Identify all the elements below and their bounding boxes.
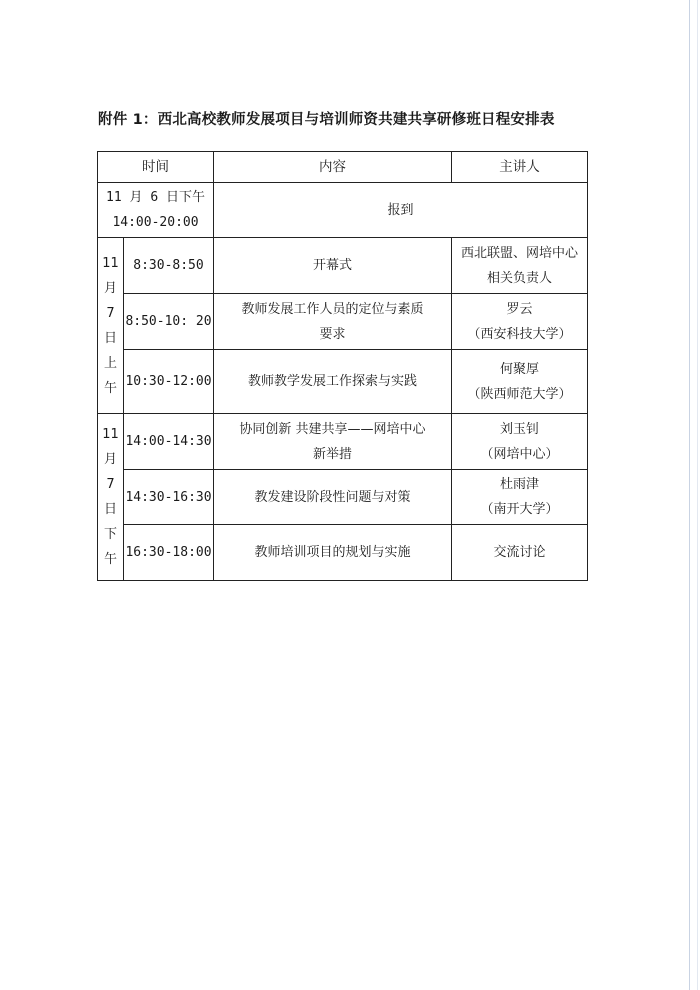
group-label-morning bbox=[98, 238, 124, 414]
group-label-part: 11 bbox=[102, 255, 119, 271]
time-cell: 16:30-18:00 bbox=[124, 525, 214, 581]
group-label-part: 7 bbox=[106, 305, 115, 321]
speaker-cell bbox=[452, 470, 588, 525]
speaker-name: 刘玉钊 bbox=[499, 421, 539, 437]
registration-time-cell bbox=[98, 183, 214, 238]
page-edge-line bbox=[689, 0, 690, 990]
table-row bbox=[98, 414, 588, 470]
speaker-affiliation: 相关负责人 bbox=[486, 270, 552, 286]
group-label-part: 午 bbox=[103, 380, 117, 396]
speaker-affiliation: （南开大学） bbox=[480, 502, 559, 517]
speaker-name: 杜雨津 bbox=[499, 477, 539, 492]
table-header-row bbox=[98, 152, 588, 183]
speaker-cell bbox=[452, 350, 588, 414]
table-row bbox=[98, 525, 588, 581]
registration-date: 11 月 6 日下午 bbox=[106, 190, 205, 205]
speaker-affiliation: （网培中心） bbox=[480, 446, 559, 462]
speaker-name: 西北联盟、网培中心 bbox=[460, 245, 578, 261]
speaker-cell: 交流讨论 bbox=[452, 525, 588, 581]
group-label-part: 上 bbox=[103, 355, 117, 371]
content-cell bbox=[214, 294, 452, 350]
content-cell bbox=[214, 414, 452, 470]
content-cell: 教发建设阶段性问题与对策 bbox=[214, 470, 452, 525]
content-line: 新举措 bbox=[312, 446, 352, 462]
group-label-part: 月 bbox=[103, 280, 117, 296]
schedule-table bbox=[97, 151, 588, 581]
content-cell: 开幕式 bbox=[214, 238, 452, 294]
content-line: 协同创新 共建共享——网培中心 bbox=[239, 421, 426, 437]
group-label-part: 月 bbox=[103, 452, 117, 467]
time-cell: 8:30-8:50 bbox=[124, 238, 214, 294]
registration-row bbox=[98, 183, 588, 238]
page-edge-line bbox=[697, 0, 698, 990]
time-cell: 14:00-14:30 bbox=[124, 414, 214, 470]
speaker-name: 罗云 bbox=[506, 301, 533, 317]
table-row bbox=[98, 238, 588, 294]
group-label-part: 下 bbox=[103, 527, 117, 542]
group-label-part: 7 bbox=[106, 477, 115, 492]
speaker-affiliation: （陕西师范大学） bbox=[467, 386, 572, 402]
header-speaker: 主讲人 bbox=[452, 152, 588, 183]
speaker-name: 何聚厚 bbox=[499, 361, 539, 377]
header-content: 内容 bbox=[214, 152, 452, 183]
content-line: 教师发展工作人员的定位与素质 bbox=[241, 301, 424, 317]
content-cell: 教师教学发展工作探索与实践 bbox=[214, 350, 452, 414]
registration-content: 报到 bbox=[214, 183, 588, 238]
speaker-affiliation: （西安科技大学） bbox=[467, 326, 572, 342]
group-label-afternoon bbox=[98, 414, 124, 581]
speaker-cell bbox=[452, 238, 588, 294]
time-cell: 8:50-10: 20 bbox=[124, 294, 214, 350]
group-label-part: 日 bbox=[103, 330, 117, 346]
table-row bbox=[98, 470, 588, 525]
document-title: 附件 1：西北高校教师发展项目与培训师资共建共享研修班日程安排表 bbox=[98, 112, 555, 128]
speaker-cell bbox=[452, 414, 588, 470]
group-label-part: 11 bbox=[102, 427, 119, 442]
time-cell: 10:30-12:00 bbox=[124, 350, 214, 414]
speaker-cell bbox=[452, 294, 588, 350]
content-block bbox=[239, 417, 425, 467]
table-row bbox=[98, 350, 588, 414]
header-time: 时间 bbox=[98, 152, 214, 183]
registration-time: 14:00-20:00 bbox=[112, 215, 199, 230]
table-row bbox=[98, 294, 588, 350]
time-cell: 14:30-16:30 bbox=[124, 470, 214, 525]
group-label-part: 午 bbox=[103, 552, 117, 567]
group-label-part: 日 bbox=[103, 502, 117, 517]
content-line: 要求 bbox=[319, 326, 346, 342]
content-cell: 教师培训项目的规划与实施 bbox=[214, 525, 452, 581]
